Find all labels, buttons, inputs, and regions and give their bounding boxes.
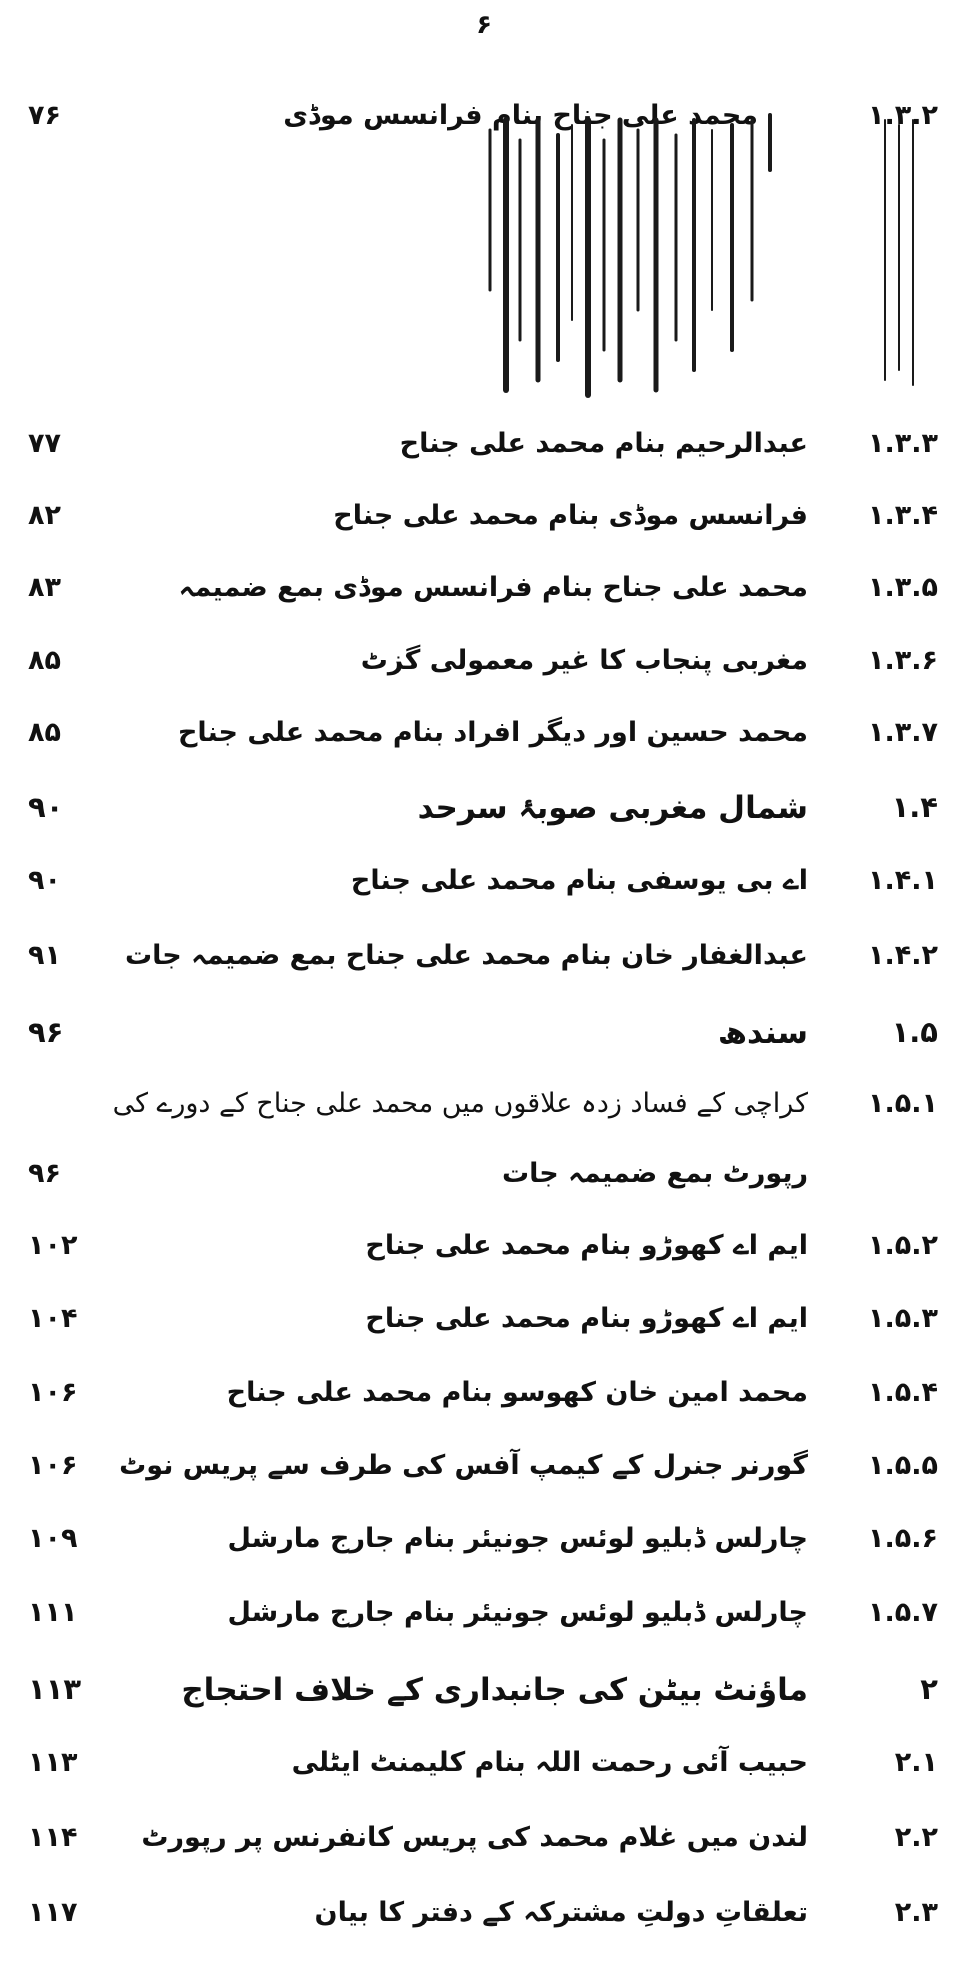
entry-number: ۲.۲ (894, 1822, 938, 1853)
entry-page: ۱۰۲ (28, 1230, 78, 1261)
toc-entry-1-5-2 (0, 1230, 968, 1286)
toc-entry-1-3-6 (0, 645, 968, 701)
toc-entry-1-3-7 (0, 717, 968, 773)
entry-page: ۱۱۷ (28, 1897, 78, 1928)
entry-title: حبیب آئی رحمت اللہ بنام کلیمنٹ ایٹلی (291, 1747, 808, 1778)
entry-title: اے بی یوسفی بنام محمد علی جناح (350, 865, 808, 896)
entry-number: ۱.۴.۲ (868, 940, 938, 971)
toc-entry-1-5-5 (0, 1450, 968, 1506)
section-page: ۹۶ (28, 1015, 64, 1049)
entry-title: تعلقاتِ دولتِ مشترکہ کے دفتر کا بیان (314, 1897, 808, 1928)
entry-title: گورنر جنرل کے کیمپ آفس کی طرف سے پریس نوٹ (119, 1450, 808, 1481)
entry-number: ۲.۱ (894, 1747, 938, 1778)
entry-title: عبدالرحیم بنام محمد علی جناح (399, 428, 808, 459)
entry-title: لندن میں غلام محمد کی پریس کانفرنس پر رپورٹ (141, 1822, 808, 1853)
entry-number: ۱.۵.۱ (868, 1088, 938, 1119)
toc-entry-1-5-1 (0, 1088, 968, 1208)
section-page: ۹۰ (28, 790, 64, 824)
section-number: ۱.۵ (891, 1015, 938, 1049)
entry-number: ۲.۳ (894, 1897, 938, 1928)
scan-smear-artifact-number (875, 110, 925, 390)
toc-entry-1-4-2 (0, 940, 968, 996)
toc-chapter-2 (0, 1672, 968, 1728)
entry-title: مغربی پنجاب کا غیر معمولی گزٹ (360, 645, 808, 676)
toc-entry-1-3-3 (0, 428, 968, 484)
entry-page: ۸۲ (28, 500, 61, 531)
entry-title: محمد امین خان کھوسو بنام محمد علی جناح (226, 1377, 808, 1408)
entry-number: ۱.۵.۵ (868, 1450, 938, 1481)
entry-number: ۱.۵.۶ (868, 1523, 938, 1554)
entry-number: ۱.۳.۵ (868, 572, 938, 603)
entry-title: محمد علی جناح بنام فرانسس موڈی (283, 100, 758, 131)
chapter-title: ماؤنٹ بیٹن کی جانبداری کے خلاف احتجاج (181, 1672, 808, 1708)
entry-number: ۱.۵.۴ (868, 1377, 938, 1408)
toc-entry-1-3-5 (0, 572, 968, 628)
entry-number: ۱.۳.۷ (868, 717, 938, 748)
entry-title: فرانسس موڈی بنام محمد علی جناح (333, 500, 808, 531)
section-number: ۱.۴ (891, 790, 938, 824)
entry-number: ۱.۳.۶ (868, 645, 938, 676)
toc-entry-1-3-4 (0, 500, 968, 556)
entry-page: ۷۶ (28, 100, 61, 131)
entry-title: ایم اے کھوڑو بنام محمد علی جناح (365, 1303, 808, 1334)
entry-title: ایم اے کھوڑو بنام محمد علی جناح (365, 1230, 808, 1261)
entry-number: ۱.۵.۲ (868, 1230, 938, 1261)
entry-page: ۷۷ (28, 428, 61, 459)
entry-page: ۹۶ (28, 1158, 61, 1189)
chapter-number: ۲ (920, 1672, 938, 1706)
entry-page: ۸۵ (28, 645, 61, 676)
entry-page: ۹۱ (28, 940, 61, 971)
entry-title: محمد حسین اور دیگر افراد بنام محمد علی جناح (177, 717, 808, 748)
toc-entry-2-1 (0, 1747, 968, 1803)
entry-page: ۱۱۱ (28, 1597, 78, 1628)
toc-entry-1-4-1 (0, 865, 968, 921)
toc-entry-1-5-6 (0, 1523, 968, 1579)
entry-title-line-1: کراچی کے فساد زدہ علاقوں میں محمد علی جناح کے دورے کی (112, 1088, 808, 1119)
toc-entry-1-5-3 (0, 1303, 968, 1359)
entry-number: ۱.۵.۷ (868, 1597, 938, 1628)
toc-entry-1-5-7 (0, 1597, 968, 1653)
entry-page: ۱۰۴ (28, 1303, 78, 1334)
chapter-page: ۱۱۳ (28, 1672, 82, 1706)
entry-title: چارلس ڈبلیو لوئس جونیئر بنام جارج مارشل (227, 1523, 808, 1554)
entry-number: ۱.۳.۳ (868, 428, 938, 459)
entry-number: ۱.۳.۴ (868, 500, 938, 531)
entry-number: ۱.۴.۱ (868, 865, 938, 896)
entry-page: ۱۰۹ (28, 1523, 78, 1554)
entry-page: ۱۰۶ (28, 1450, 78, 1481)
entry-number: ۱.۵.۳ (868, 1303, 938, 1334)
toc-entry-2-2 (0, 1822, 968, 1878)
toc-entry-2-3 (0, 1897, 968, 1953)
entry-page: ۸۳ (28, 572, 61, 603)
toc-section-1-4 (0, 790, 968, 846)
page-number: ۶ (476, 10, 492, 40)
scan-smear-artifact (480, 110, 780, 400)
entry-page: ۱۱۴ (28, 1822, 78, 1853)
entry-number: ۱.۳.۲ (868, 100, 938, 131)
entry-title-line-2: رپورٹ بمع ضمیمہ جات (501, 1158, 808, 1189)
entry-page: ۹۰ (28, 865, 61, 896)
entry-page: ۸۵ (28, 717, 61, 748)
section-title: شمال مغربی صوبۂ سرحد (417, 790, 808, 826)
section-title: سندھ (717, 1015, 808, 1051)
entry-title: محمد علی جناح بنام فرانسس موڈی بمع ضمیمہ (178, 572, 808, 603)
toc-entry-1-5-4 (0, 1377, 968, 1433)
entry-page: ۱۰۶ (28, 1377, 78, 1408)
entry-title: چارلس ڈبلیو لوئس جونیئر بنام جارج مارشل (227, 1597, 808, 1628)
toc-section-1-5 (0, 1015, 968, 1071)
entry-page: ۱۱۳ (28, 1747, 78, 1778)
entry-title: عبدالغفار خان بنام محمد علی جناح بمع ضمیمہ جات (124, 940, 808, 971)
